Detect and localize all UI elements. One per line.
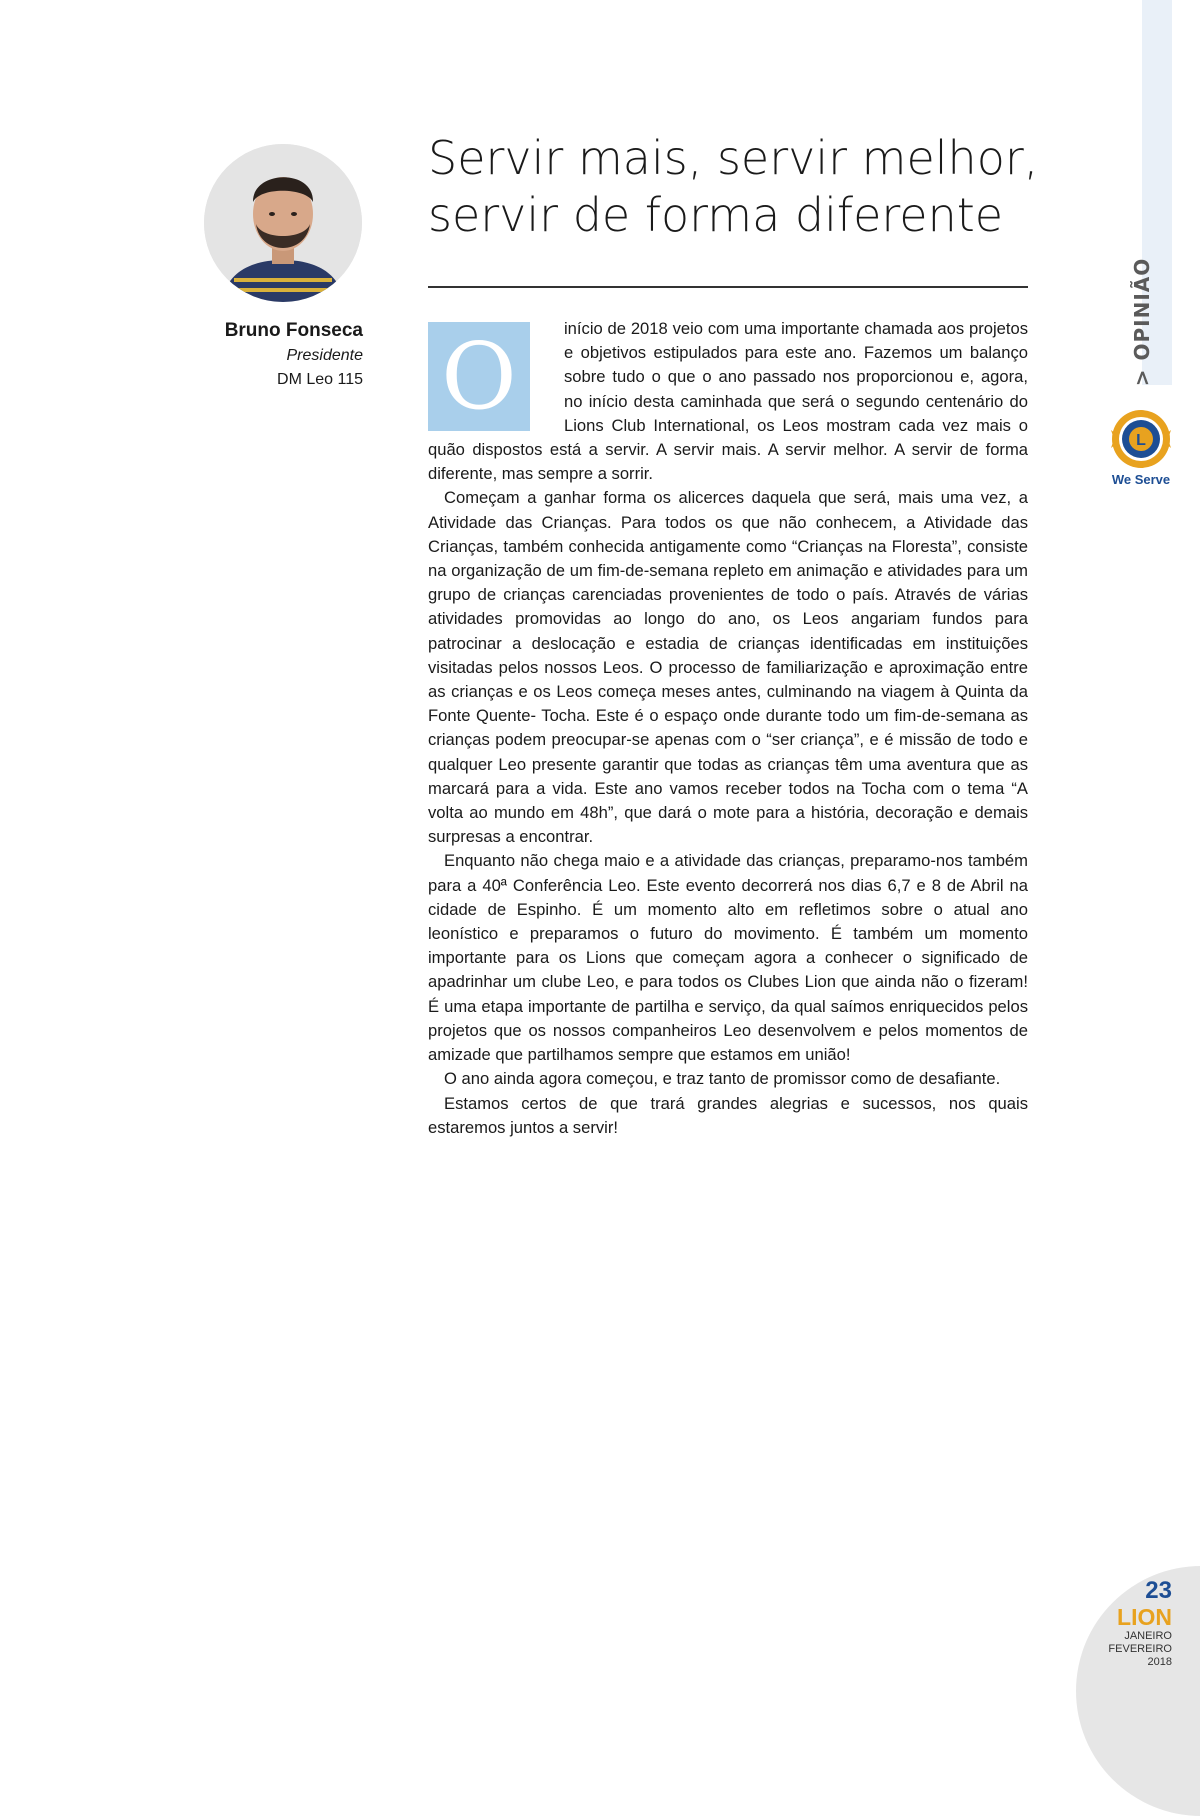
author-org: DM Leo 115: [277, 371, 363, 388]
issue-month-2: FEVEREIRO: [1108, 1643, 1172, 1655]
magazine-name: LION: [1117, 1604, 1172, 1630]
article-body: [428, 317, 1028, 1140]
author-photo: [204, 144, 362, 302]
article-paragraph-3: Enquanto não chega maio e a atividade das crianças, preparamo-nos também para a 40ª Conferência Leo. Este evento decorrerá nos dias 6,7 e 8 de Abril na cidade de Espinho. É um momento alto em refletimos sobre o atual ano leonístico e preparamos o futuro do movimento. É também um momento importante para os Lions que começam agora a conhecer o significado de apadrinhar um clube Leo, e para todos os Clubes Lion que ainda não o fizeram! É uma etapa importante de partilha e serviço, da qual saímos enriquecidos pelos projetos que os nossos companheiros Leo desenvolvem e pelos momentos de amizade que partilhamos sempre que estamos em união!: [428, 851, 1028, 1065]
section-label: > OPINIÃO: [1130, 257, 1155, 387]
drop-cap-letter: O: [441, 322, 517, 430]
article-title-line-2: servir de forma diferente: [428, 188, 1004, 242]
title-divider: [428, 286, 1028, 288]
author-byline: [160, 318, 363, 392]
lions-logo: [1108, 408, 1174, 487]
article-paragraph-1: início de 2018 veio com uma importante chamada aos projetos e objetivos estipulados para este ano. Fazemos um balanço sobre tudo o que o ano passado nos proporcionou e, agora, no início desta caminhada que será o segundo centenário do Lions Club International, os Leos mostram cada vez mais o quão dispostos está a servir. A servir mais. A servir melhor. A servir de forma diferente, mas sempre a sorrir.: [428, 319, 1028, 484]
issue-month-1: JANEIRO: [1124, 1630, 1172, 1642]
section-tab: [1128, 257, 1156, 387]
article-paragraph-4: O ano ainda agora começou, e traz tanto de promissor como de desafiante.: [444, 1069, 1001, 1089]
lions-emblem-icon: [1110, 408, 1172, 470]
article-paragraph-2: Começam a ganhar forma os alicerces daquela que será, mais uma vez, a Atividade das Crianças. Para todos os que não conhecem, a Atividade das Crianças, também conhecida antigamente como “Crianças na Floresta”, consiste na organização de um fim-de-semana repleto em animação e atividades para um grupo de crianças carenciadas provenientes de todo o país. Através de várias atividades promovidas ao longo do ano, os Leos angariam fundos para patrocinar a deslocação e estadia de crianças identificadas em instituições visitadas pelos nossos Leos. O processo de familiarização e aproximação entre as crianças e os Leos começa meses antes, culminando na viagem à Quinta da Fonte Quente- Tocha. Este é o espaço onde durante todo um fim-de-semana as crianças podem preocupar-se apenas com o “ser criança”, e é missão de todo e qualquer Leo presente garantir que todas as crianças têm uma aventura que as marcará para a vida. Este ano vamos receber todos na Tocha com o tema “A volta ao mundo em 48h”, que dará o mote para a história, decoração e demais surpresas a encontrar.: [428, 488, 1028, 847]
author-name: Bruno Fonseca: [224, 320, 363, 341]
svg-text:L: L: [1136, 432, 1146, 449]
lions-motto: We Serve: [1111, 472, 1171, 487]
issue-year: 2018: [1147, 1656, 1172, 1668]
article-title-line-1: Servir mais, servir melhor,: [428, 131, 1039, 185]
author-role: Presidente: [286, 347, 363, 364]
article-paragraph-5: Estamos certos de que trará grandes alegrias e sucessos, nos quais estaremos juntos a servir!: [428, 1093, 1028, 1137]
page-folio: [1080, 1578, 1172, 1669]
article-title: [428, 130, 1039, 244]
drop-cap: [428, 322, 530, 431]
page-number: 23: [1145, 1577, 1172, 1604]
